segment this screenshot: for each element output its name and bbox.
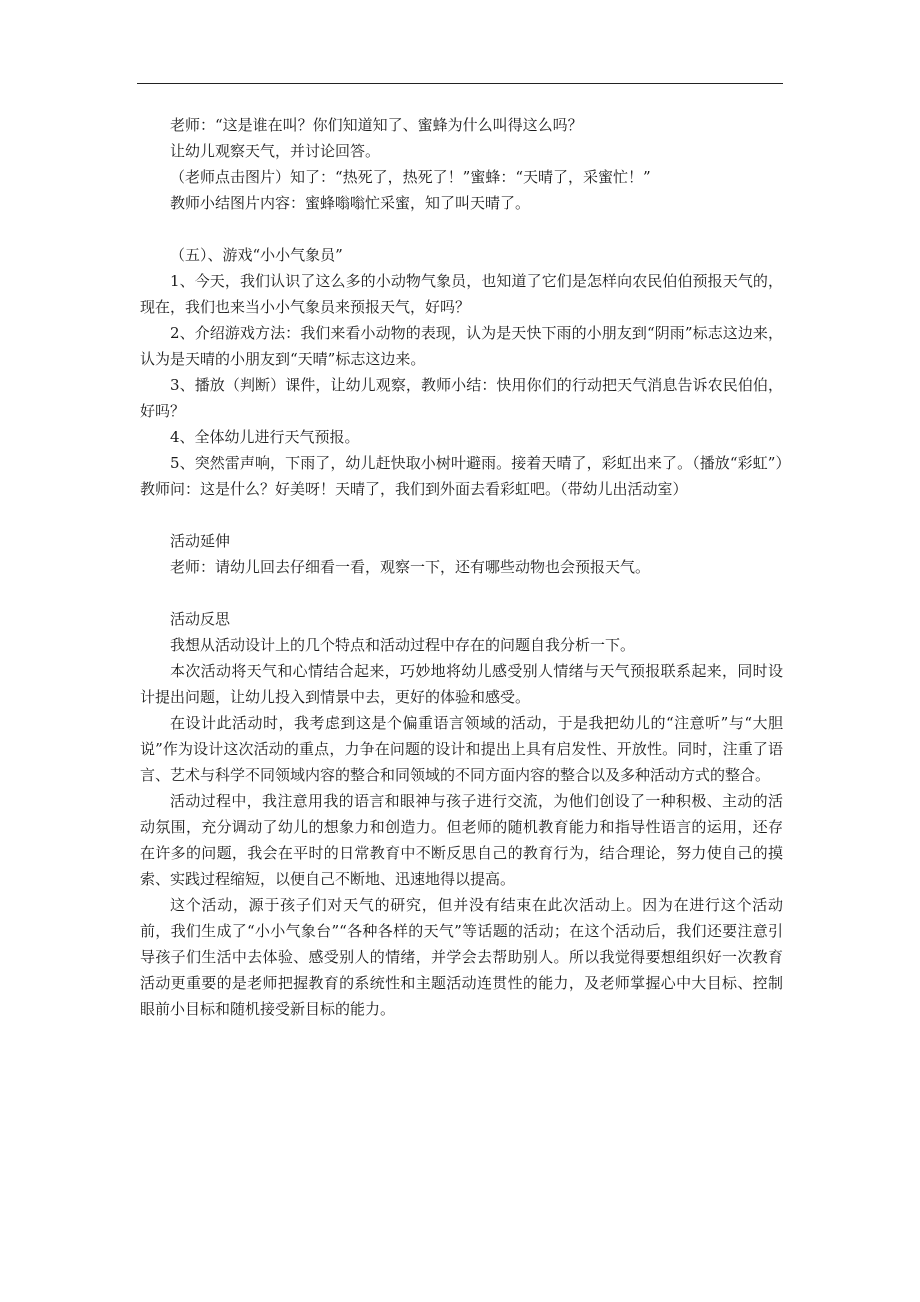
paragraph: 2、介绍游戏方法：我们来看小动物的表现，认为是天快下雨的小朋友到“阴雨”标志这边来，认为是天晴的小朋友到“天晴”标志这边来。	[140, 324, 783, 368]
paragraph: 1、今天，我们认识了这么多的小动物气象员，也知道了它们是怎样向农民伯伯预报天气的，现在，我们也来当小小气象员来预报天气，好吗？	[140, 272, 783, 316]
paragraph: 本次活动将天气和心情结合起来，巧妙地将幼儿感受别人情绪与天气预报联系起来，同时设计提出问题，让幼儿投入到情景中去，更好的体验和感受。	[140, 662, 783, 706]
paragraph-spacer	[140, 216, 783, 242]
paragraph: 活动反思	[170, 610, 231, 628]
paragraph: （老师点击图片）知了：“热死了，热死了！”蜜蜂：“天晴了，采蜜忙！”	[170, 168, 651, 186]
paragraph: 4、全体幼儿进行天气预报。	[170, 428, 360, 446]
paragraph: 我想从活动设计上的几个特点和活动过程中存在的问题自我分析一下。	[170, 636, 636, 654]
paragraph: 教师小结图片内容：蜜蜂嗡嗡忙采蜜，知了叫天晴了。	[170, 194, 531, 212]
document-body	[140, 112, 783, 1022]
paragraph-spacer	[140, 580, 783, 606]
paragraph: 5、突然雷声响，下雨了，幼儿赶快取小树叶避雨。接着天晴了，彩虹出来了。（播放“彩虹”）教师问：这是什么？好美呀！天晴了，我们到外面去看彩虹吧。（带幼儿出活动室）	[140, 454, 783, 498]
paragraph: 活动延伸	[170, 532, 231, 550]
paragraph: 老师：“这是谁在叫？你们知道知了、蜜蜂为什么叫得这么吗？	[170, 116, 583, 134]
header-rule	[137, 83, 783, 84]
paragraph: （五）、游戏“小小气象员”	[170, 246, 343, 264]
paragraph-spacer	[140, 502, 783, 528]
paragraph: 这个活动，源于孩子们对天气的研究，但并没有结束在此次活动上。因为在进行这个活动前，我们生成了“小小气象台”“各种各样的天气”等话题的活动；在这个活动后，我们还要注意引导孩子们生活中去体验、感受别人的情绪，并学会去帮助别人。所以我觉得要想组织好一次教育活动更重要的是老师把握教育的系统性和主题活动连贯性的能力，及老师掌握心中大目标、控制眼前小目标和随机接受新目标的能力。	[140, 896, 783, 1018]
paragraph: 活动过程中，我注意用我的语言和眼神与孩子进行交流，为他们创设了一种积极、主动的活动氛围，充分调动了幼儿的想象力和创造力。但老师的随机教育能力和指导性语言的运用，还存在许多的问题，我会在平时的日常教育中不断反思自己的教育行为，结合理论，努力使自己的摸索、实践过程缩短，以便自己不断地、迅速地得以提高。	[140, 792, 783, 888]
paragraph: 在设计此活动时，我考虑到这是个偏重语言领域的活动，于是我把幼儿的“注意听”与“大胆说”作为设计这次活动的重点，力争在问题的设计和提出上具有启发性、开放性。同时，注重了语言、艺术与科学不同领域内容的整合和同领域的不同方面内容的整合以及多种活动方式的整合。	[140, 714, 783, 784]
paragraph: 让幼儿观察天气，并讨论回答。	[170, 142, 381, 160]
paragraph: 老师：请幼儿回去仔细看一看，观察一下，还有哪些动物也会预报天气。	[170, 558, 651, 576]
paragraph: 3、播放（判断）课件，让幼儿观察，教师小结：快用你们的行动把天气消息告诉农民伯伯，好吗？	[140, 376, 783, 420]
